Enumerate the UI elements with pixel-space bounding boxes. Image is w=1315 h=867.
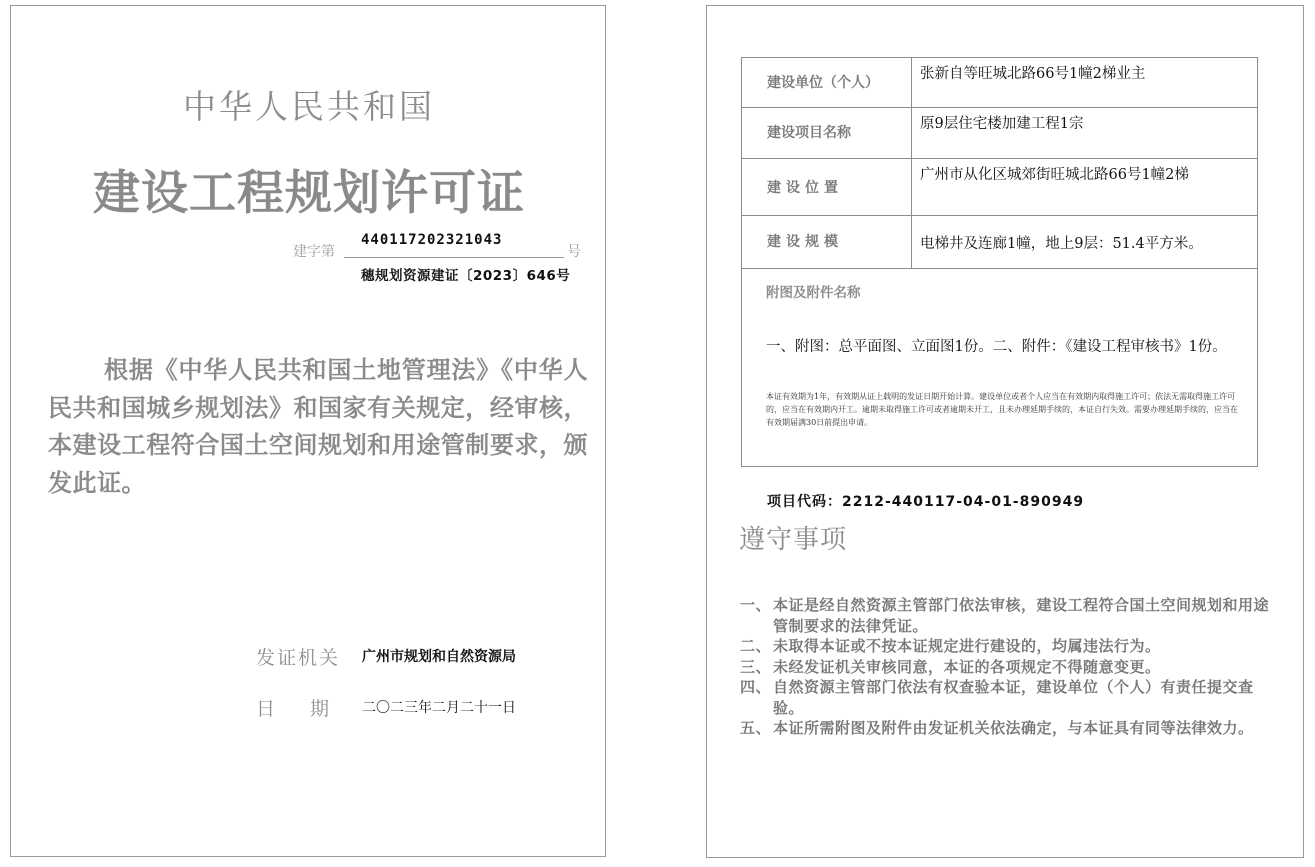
permit-title: 建设工程规划许可证: [93, 166, 525, 221]
notice-number: 三、: [740, 657, 772, 676]
issue-date-label: 日期: [256, 698, 365, 720]
permit-front-page: [10, 5, 606, 857]
country-title: 中华人民共和国: [183, 87, 435, 126]
notice-number: 二、: [740, 637, 772, 655]
notice-text: 未经发证机关审核同意，本证的各项规定不得随意变更。: [773, 657, 1161, 676]
location-value: 广州市从化区城郊街旺城北路66号1幢2梯: [912, 159, 1258, 216]
project-name-value: 原9层住宅楼加建工程1宗: [912, 108, 1258, 159]
table-row: [742, 269, 1258, 467]
list-item: [740, 718, 1270, 739]
notice-text: 本证所需附图及附件由发证机关依法确定，与本证具有同等法律效力。: [773, 719, 1254, 737]
table-row: [742, 108, 1258, 159]
permit-number-suffix: 号: [567, 244, 581, 260]
table-row: [742, 159, 1258, 216]
notice-title: 遵守事项: [739, 525, 848, 555]
list-item: [740, 657, 1270, 678]
table-row: [742, 58, 1258, 108]
project-info-table: [741, 57, 1258, 467]
list-item: [740, 636, 1270, 657]
project-code: 项目代码：2212-440117-04-01-890949: [767, 494, 1085, 510]
notice-text: 自然资源主管部门依法有权查验本证，建设单位（个人）有责任提交查验。: [773, 678, 1254, 717]
notice-list: [740, 595, 1270, 739]
attachments-cell: [742, 269, 1258, 467]
list-item: [740, 677, 1270, 718]
document-number: 穗规划资源建证〔2023〕646号: [361, 268, 571, 284]
project-name-label: 建设项目名称: [742, 108, 912, 159]
table-row: [742, 216, 1258, 269]
permit-number-prefix: 建字第: [293, 244, 335, 260]
list-item: [740, 595, 1270, 636]
construction-unit-value: 张新自等旺城北路66号1幢2梯业主: [912, 58, 1258, 108]
permit-back-page: [706, 5, 1304, 858]
notice-text: 本证是经自然资源主管部门依法审核，建设工程符合国土空间规划和用途管制要求的法律凭证。: [773, 596, 1270, 635]
permit-body-text: 根据《中华人民共和国土地管理法》《中华人民共和国城乡规划法》和国家有关规定，经审核，本建设工程符合国土空间规划和用途管制要求，颁发此证。: [48, 356, 588, 497]
notice-number: 四、: [740, 678, 772, 696]
issue-date-value: 二〇二三年二月二十一日: [362, 700, 516, 716]
validity-note: 本证有效期为1年，有效期从证上载明的发证日期开始计算。建设单位或者个人应当在有效期内取得施工许可；依法无需取得施工许可的，应当在有效期内开工。逾期未取得施工许可或者逾期未开工，且未办理延期手续的，本证自行失效。需要办理延期手续的，应当在有效期届满30日前提出申请。: [766, 392, 1238, 427]
construction-unit-label: 建设单位（个人）: [742, 58, 912, 108]
attachments-value: 一、附图：总平面图、立面图1份。二、附件：《建设工程审核书》1份。: [766, 339, 1227, 355]
notice-text: 未取得本证或不按本证规定进行建设的，均属违法行为。: [773, 637, 1161, 655]
location-label: 建设位置: [742, 159, 912, 216]
issuer-label: 发证机关: [256, 647, 341, 669]
notice-number: 一、: [740, 596, 772, 614]
scale-label: 建设规模: [742, 216, 912, 269]
scale-value: 电梯井及连廊1幢，地上9层：51.4平方米。: [912, 216, 1258, 269]
issuer-value: 广州市规划和自然资源局: [362, 649, 516, 665]
permit-number: 440117202321043: [361, 232, 503, 248]
notice-number: 五、: [740, 719, 772, 737]
attachments-label: 附图及附件名称: [766, 285, 861, 301]
